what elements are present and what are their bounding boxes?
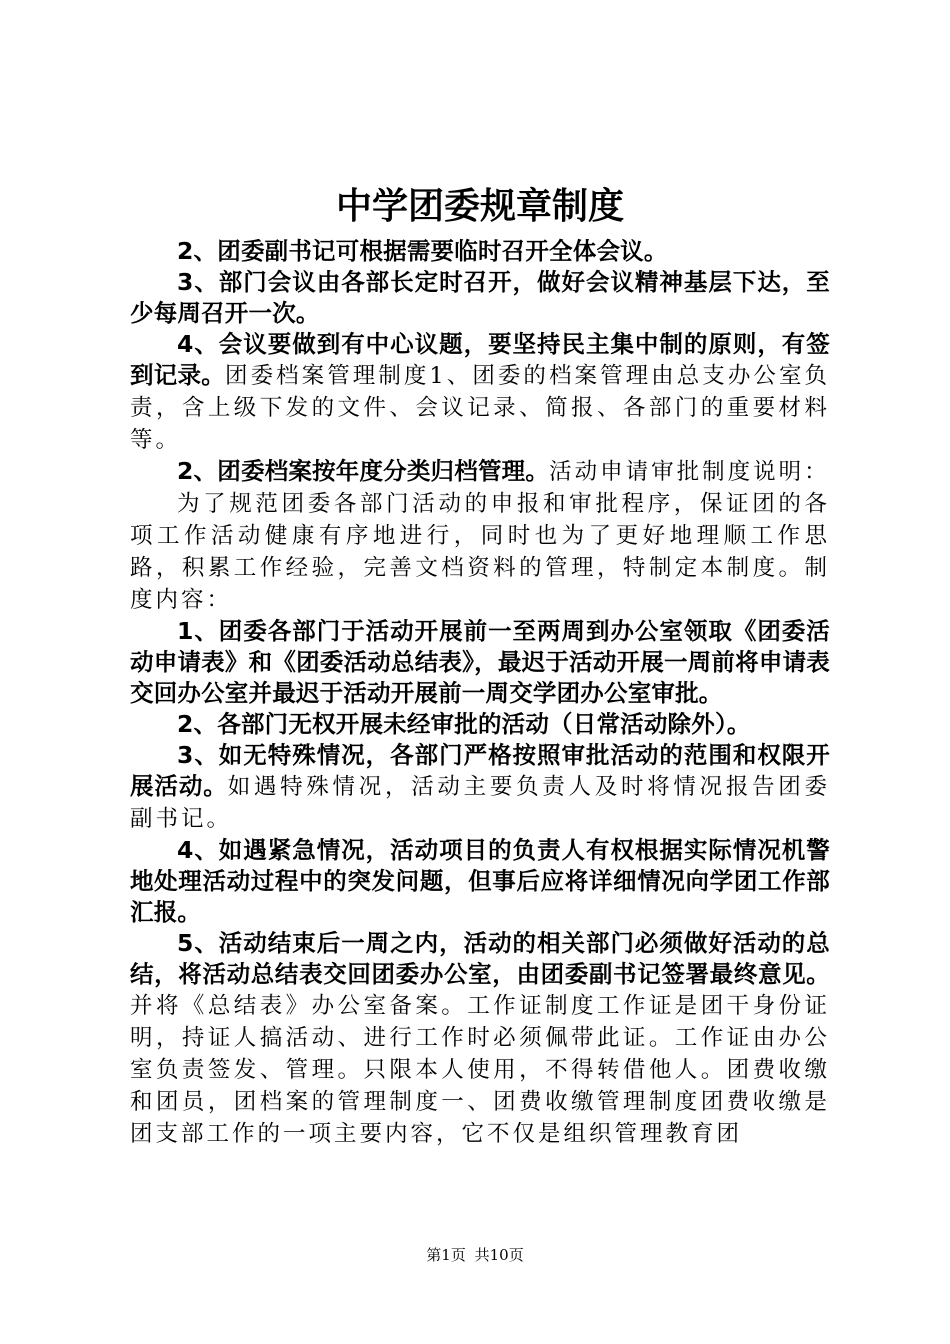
- paragraph-text-bold: 4、如遇紧急情况，活动项目的负责人有权根据实际情况机警地处理活动过程中的突发问题，但事后应将详细情况向学团工作部汇报。: [130, 836, 830, 926]
- paragraph: [130, 456, 830, 488]
- paragraph-text-serif: 团委档案管理制度1、团委的档案管理由总支办公室负责，含上级下发的文件、会议记录、简报、各部门的重要材料等。: [130, 363, 830, 453]
- paragraph: [130, 928, 830, 1150]
- document-title: 中学团委规章制度: [335, 186, 624, 227]
- paragraph-text-bold: 2、各部门无权开展未经审批的活动（日常活动除外）。: [177, 710, 751, 738]
- paragraph-text-bold: 3、如无特殊情况，各部门严格按照审批活动的范围和权限开展活动。: [130, 741, 830, 800]
- page-footer: [0, 1245, 950, 1265]
- page-total: 共10页: [474, 1246, 524, 1264]
- paragraph: [130, 616, 830, 709]
- paragraph-text-bold: 5、活动结束后一周之内，活动的相关部门必须做好活动的总结，将活动总结表交回团委办公室，由团委副书记签署最终意见。: [130, 929, 830, 988]
- paragraph: [130, 709, 830, 740]
- paragraph-text-bold: 2、团委副书记可根据需要临时召开全体会议。: [177, 237, 668, 265]
- document-body: [130, 236, 830, 1150]
- paragraph: [130, 236, 830, 267]
- page-number: 第1页: [426, 1246, 466, 1264]
- paragraph-text-bold: 3、部门会议由各部长定时召开，做好会议精神基层下达，至少每周召开一次。: [130, 268, 830, 327]
- paragraph-text-serif: 为了规范团委各部门活动的申报和审批程序，保证团的各项工作活动健康有序地进行，同时也为了更好地理顺工作思路，积累工作经验，完善文档资料的管理，特制定本制度。制度内容：: [130, 491, 830, 613]
- paragraph: [130, 488, 830, 616]
- paragraph-text-bold: 1、团委各部门于活动开展前一至两周到办公室领取《团委活动申请表》和《团委活动总结表》，最迟于活动开展一周前将申请表交回办公室并最迟于活动开展前一周交学团办公室审批。: [130, 617, 830, 707]
- paragraph: [130, 329, 830, 456]
- paragraph-text-serif: 如遇特殊情况，活动主要负责人及时将情况报告团委副书记。: [130, 774, 830, 832]
- paragraph: [130, 267, 830, 329]
- paragraph: [130, 740, 830, 835]
- paragraph-text-serif: 活动申请审批制度说明：: [549, 459, 830, 485]
- paragraph: [130, 835, 830, 928]
- paragraph-text-bold: 4、会议要做到有中心议题，要坚持民主集中制的原则，有签到记录。: [130, 330, 830, 389]
- paragraph-text-serif: 并将《总结表》办公室备案。工作证制度工作证是团干身份证明，持证人搞活动、进行工作时必须佩带此证。工作证由办公室负责签发、管理。只限本人使用，不得转借他人。团费收缴和团员，团档案的管理制度一、团费收缴管理制度团费收缴是团支部工作的一项主要内容，它不仅是组织管理教育团: [130, 993, 830, 1147]
- paragraph-text-bold: 2、团委档案按年度分类归档管理。: [177, 457, 550, 485]
